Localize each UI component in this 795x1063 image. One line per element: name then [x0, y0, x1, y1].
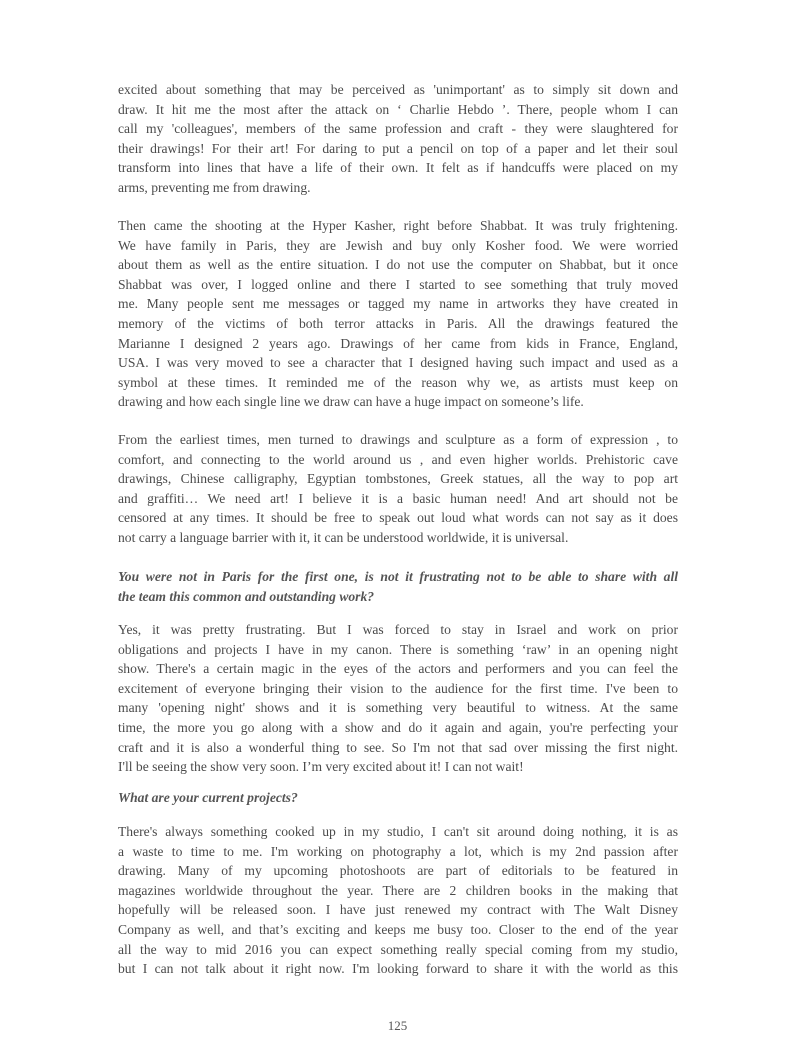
text-line: draw. It hit me the most after the attack on ‘ Charlie Hebdo ’. There, people whom I can	[118, 101, 678, 117]
interview-question	[118, 788, 678, 808]
paragraph	[118, 216, 678, 412]
text-line: Shabbat was over, I logged online and there I started to see something that truly moved	[118, 276, 678, 292]
text-line: many 'opening night' shows and it is something very beautiful to witness. At the same	[118, 700, 678, 716]
text-line: comfort, and connecting to the world around us , and even higher worlds. Prehistoric cave	[118, 451, 678, 467]
text-line: drawing and how each single line we draw can have a huge impact on someone’s life.	[118, 394, 584, 410]
text-line: There's always something cooked up in my studio, I can't sit around doing nothing, it is as	[118, 824, 678, 839]
paragraph	[118, 620, 678, 777]
text-line: the team this common and outstanding work?	[118, 588, 375, 604]
text-line: and graffiti… We need art! I believe it is a basic human need! And art should not be	[118, 490, 678, 506]
text-line: arms, preventing me from drawing.	[118, 179, 311, 195]
text-line: excitement of everyone bringing their vision to the audience for the first time. I've been to	[118, 680, 678, 696]
paragraph	[118, 80, 678, 198]
paragraph	[118, 822, 678, 979]
text-line: craft and it is also a wonderful thing to see. So I'm not that sad over missing the first night.	[118, 739, 678, 755]
text-line: What are your current projects?	[118, 790, 298, 805]
text-line: From the earliest times, men turned to drawings and sculpture as a form of expression , to	[118, 432, 678, 447]
text-line: drawing. Many of my upcoming photoshoots are part of editorials to be featured in	[118, 863, 678, 879]
text-line: a waste to time to me. I'm working on photography a lot, which is my 2nd passion after	[118, 843, 678, 859]
text-line: show. There's a certain magic in the eyes of the actors and performers and you can feel the	[118, 661, 678, 677]
text-line: Marianne I designed 2 years ago. Drawings of her came from kids in France, England,	[118, 335, 678, 351]
text-line: but I can not talk about it right now. I'm looking forward to share it with the world as this	[118, 961, 678, 977]
text-line: Then came the shooting at the Hyper Kasher, right before Shabbat. It was truly frightening.	[118, 218, 678, 233]
text-line: memory of the victims of both terror attacks in Paris. All the drawings featured the	[118, 315, 678, 331]
text-line: magazines worldwide throughout the year. There are 2 children books in the making that	[118, 882, 678, 898]
text-line: censored at any times. It should be free to speak out loud what words can not say as it does	[118, 510, 678, 526]
text-line: Company as well, and that’s exciting and keeps me busy too. Closer to the end of the year	[118, 921, 678, 937]
text-line: symbol at these times. It reminded me of the reason why we, as artists must keep on	[118, 374, 678, 390]
text-line: all the way to mid 2016 you can expect something really special coming from my studio,	[118, 941, 678, 957]
text-line: We have family in Paris, they are Jewish and buy only Kosher food. We were worried	[118, 237, 678, 253]
text-line: I'll be seeing the show very soon. I’m very excited about it! I can not wait!	[118, 759, 524, 775]
text-line: drawings, Chinese calligraphy, Egyptian tombstones, Greek statues, all the way to pop art	[118, 471, 678, 487]
text-line: transform into lines that have a life of their own. It felt as if handcuffs were placed on my	[118, 160, 678, 176]
text-line: call my 'colleagues', members of the same profession and craft - they were slaughtered for	[118, 121, 678, 137]
paragraph	[118, 430, 678, 548]
text-line: You were not in Paris for the first one, is not it frustrating not to be able to share with all	[118, 569, 678, 584]
text-line: me. Many people sent me messages or tagged my name in artworks they have created in	[118, 296, 678, 312]
text-line: obligations and projects I have in my canon. There is something ‘raw’ in an opening night	[118, 641, 678, 657]
text-line: USA. I was very moved to see a character that I designed having such impact and used as a	[118, 355, 678, 371]
text-line: Yes, it was pretty frustrating. But I was forced to stay in Israel and work on prior	[118, 622, 678, 637]
text-line: their drawings! For their art! For daring to put a pencil on top of a paper and let their soul	[118, 140, 678, 156]
text-line: excited about something that may be perceived as 'unimportant' as to simply sit down and	[118, 82, 678, 97]
page-number: 125	[387, 1018, 408, 1033]
text-line: about them as well as the entire situation. I do not use the computer on Shabbat, but it once	[118, 257, 678, 273]
text-line: hopefully will be released soon. I have just renewed my contract with The Walt Disney	[118, 902, 678, 918]
text-line: time, the more you go along with a show and do it again and again, you're perfecting your	[118, 719, 678, 735]
interview-question	[118, 567, 678, 606]
text-line: not carry a language barrier with it, it can be understood worldwide, it is universal.	[118, 529, 569, 545]
